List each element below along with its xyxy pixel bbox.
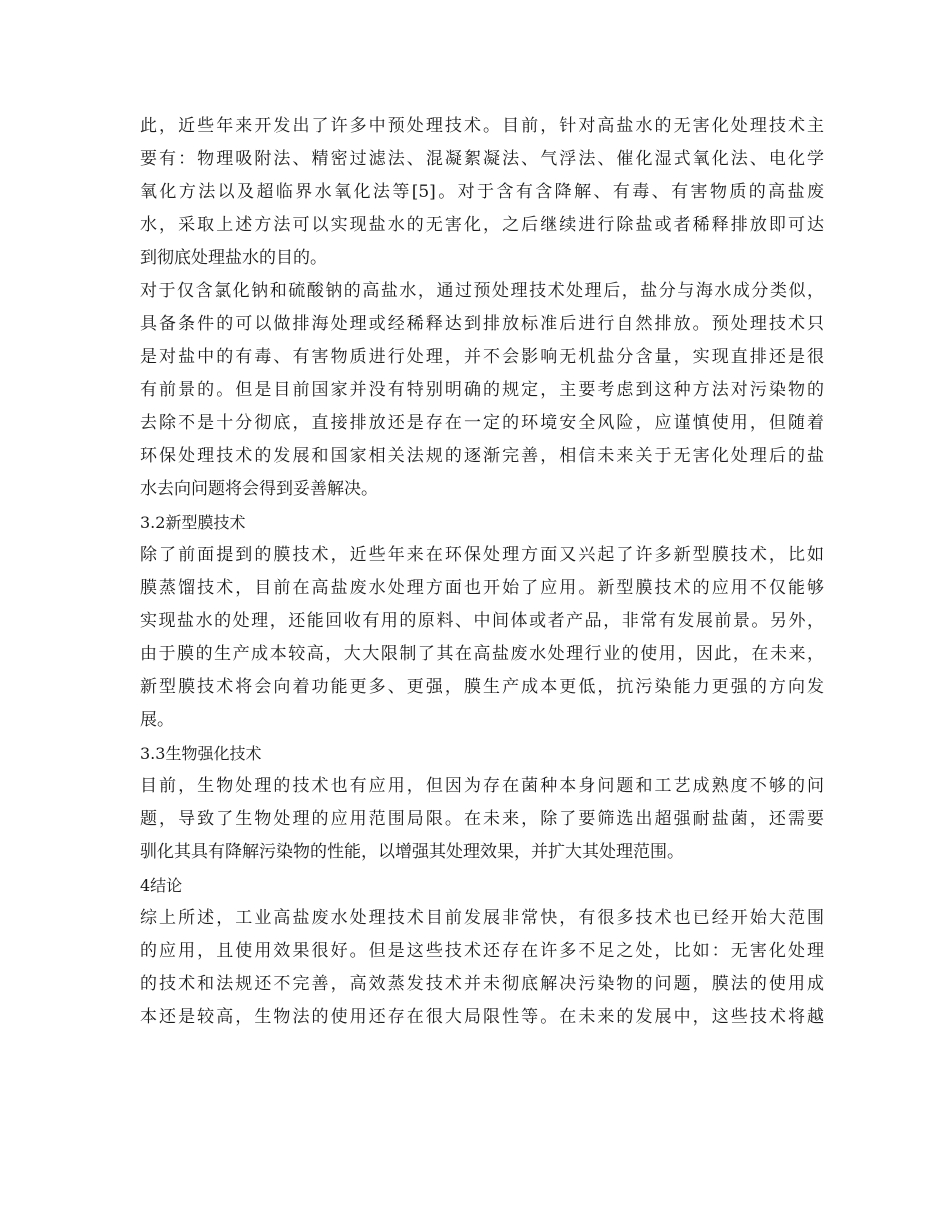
section-heading: 4结论 [140, 876, 183, 895]
paragraph-line: 目前，生物处理的技术也有应用，但因为存在菌种本身问题和工艺成熟度不够的问 [140, 776, 824, 796]
paragraph-line: 的技术和法规还不完善，高效蒸发技术并未彻底解决污染物的问题，膜法的使用成 [140, 974, 824, 994]
paragraph-line: 氧化方法以及超临界水氧化法等[5]。对于含有含降解、有毒、有害物质的高盐废 [140, 182, 824, 202]
paragraph-line: 实现盐水的处理，还能回收有用的原料、中间体或者产品，非常有发展前景。另外， [140, 611, 824, 631]
paragraph-line: 膜蒸馏技术，目前在高盐废水处理方面也开始了应用。新型膜技术的应用不仅能够 [140, 578, 824, 598]
paragraph-line: 展。 [140, 710, 174, 730]
paragraph-line: 新型膜技术将会向着功能更多、更强，膜生产成本更低，抗污染能力更强的方向发 [140, 677, 824, 697]
paragraph-line: 要有：物理吸附法、精密过滤法、混凝絮凝法、气浮法、催化湿式氧化法、电化学 [140, 149, 824, 169]
paragraph-line: 具备条件的可以做排海处理或经稀释达到排放标准后进行自然排放。预处理技术只 [140, 314, 824, 334]
paragraph-line: 驯化其具有降解污染物的性能，以增强其处理效果，并扩大其处理范围。 [140, 842, 684, 862]
paragraph-line: 有前景的。但是目前国家并没有特别明确的规定，主要考虑到这种方法对污染物的 [140, 380, 824, 400]
paragraph-line: 此，近些年来开发出了许多中预处理技术。目前，针对高盐水的无害化处理技术主 [140, 116, 824, 136]
section-heading: 3.2新型膜技术 [140, 513, 246, 532]
paragraph-line: 水去向问题将会得到妥善解决。 [140, 479, 378, 499]
paragraph-line: 由于膜的生产成本较高，大大限制了其在高盐废水处理行业的使用，因此，在未来， [140, 644, 824, 664]
paragraph-line: 是对盐中的有毒、有害物质进行处理，并不会影响无机盐分含量，实现直排还是很 [140, 347, 824, 367]
paragraph-line: 去除不是十分彻底，直接排放还是存在一定的环境安全风险，应谨慎使用，但随着 [140, 413, 824, 433]
paragraph-line: 题，导致了生物处理的应用范围局限。在未来，除了要筛选出超强耐盐菌，还需要 [140, 809, 824, 829]
paragraph-line: 的应用，且使用效果很好。但是这些技术还存在许多不足之处，比如：无害化处理 [140, 941, 824, 961]
paragraph-line: 水，采取上述方法可以实现盐水的无害化，之后继续进行除盐或者稀释排放即可达 [140, 215, 824, 235]
paragraph-line: 环保处理技术的发展和国家相关法规的逐渐完善，相信未来关于无害化处理后的盐 [140, 446, 824, 466]
section-heading: 3.3生物强化技术 [140, 744, 262, 763]
paragraph-line: 对于仅含氯化钠和硫酸钠的高盐水，通过预处理技术处理后，盐分与海水成分类似， [140, 281, 824, 301]
paragraph-line: 综上所述，工业高盐废水处理技术目前发展非常快，有很多技术也已经开始大范围 [140, 908, 824, 928]
document-body [140, 110, 824, 1034]
paragraph-line: 到彻底处理盐水的目的。 [140, 248, 327, 268]
paragraph-line: 本还是较高，生物法的使用还存在很大局限性等。在未来的发展中，这些技术将越 [140, 1007, 824, 1027]
paragraph-line: 除了前面提到的膜技术，近些年来在环保处理方面又兴起了许多新型膜技术，比如 [140, 545, 824, 565]
